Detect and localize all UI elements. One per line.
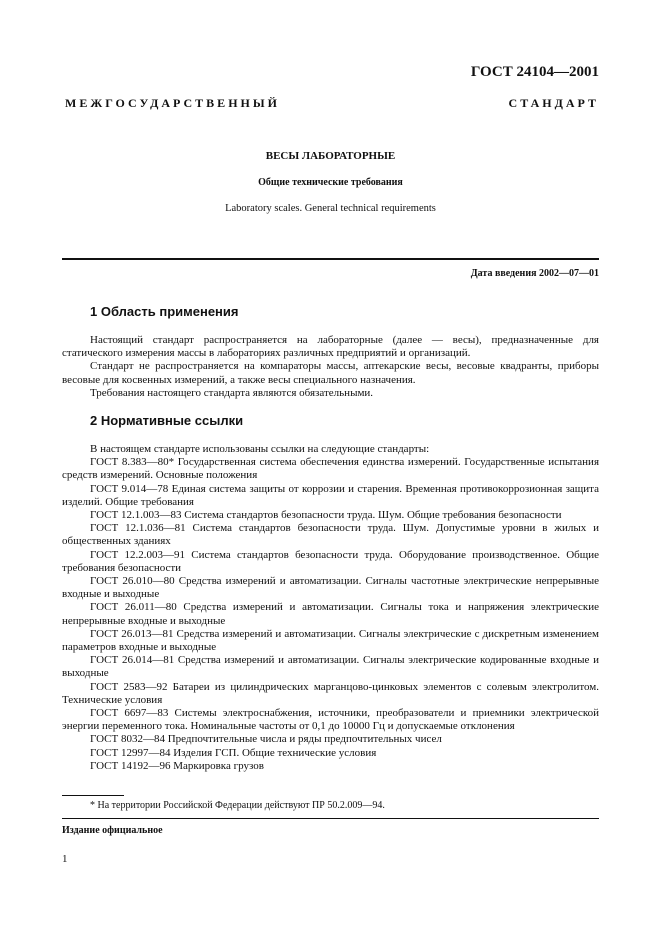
reference-item: ГОСТ 26.013—81 Средства измерений и автоматизации. Сигналы электрические с дискретным изменением параметров входные и выходные xyxy=(62,627,599,654)
paragraph: Настоящий стандарт распространяется на лабораторные (далее — весы), предназначенные для статического измерения массы в лабораториях различных предприятий и организаций. xyxy=(62,334,599,360)
reference-item: ГОСТ 26.014—81 Средства измерений и автоматизации. Сигналы электрические кодированные входные и выходные xyxy=(62,654,599,680)
reference-item: ГОСТ 14192—96 Маркировка грузов xyxy=(90,759,264,772)
reference-item: ГОСТ 2583—92 Батареи из цилиндрических марганцово-цинковых элементов с солевым электролитом. Технические условия xyxy=(62,680,599,706)
reference-item: ГОСТ 8032—84 Предпочтительные числа и ряды предпочтительных чисел xyxy=(90,733,442,746)
footer-divider xyxy=(62,818,599,819)
reference-item: ГОСТ 12997—84 Изделия ГСП. Общие технические условия xyxy=(90,746,377,759)
paragraph: В настоящем стандарте использованы ссылки на следующие стандарты: xyxy=(90,443,430,455)
document-title-english: Laboratory scales. General technical requirements xyxy=(225,203,436,214)
header-divider xyxy=(62,258,599,260)
section-1-body xyxy=(62,334,599,400)
reference-item: ГОСТ 6697—83 Системы электроснабжения, источники, преобразователи и приемники электрической энергии переменного тока. Номинальные частоты от 0,1 до 10000 Гц и допускаемые отклонения xyxy=(62,707,599,733)
document-title: ВЕСЫ ЛАБОРАТОРНЫЕ xyxy=(265,150,396,162)
reference-item: ГОСТ 26.011—80 Средства измерений и автоматизации. Сигналы тока и напряжения электрические непрерывные входные и выходные xyxy=(62,601,599,627)
reference-item: ГОСТ 12.1.003—83 Система стандартов безопасности труда. Шум. Общие требования безопасности xyxy=(90,509,562,522)
section-2-body xyxy=(62,443,599,773)
document-number: ГОСТ 24104—2001 xyxy=(470,64,599,80)
page-number: 1 xyxy=(62,853,68,865)
reference-item: ГОСТ 26.010—80 Средства измерений и автоматизации. Сигналы частотные электрические непрерывные входные и выходные xyxy=(62,575,599,601)
introduction-date: Дата введения 2002—07—01 xyxy=(470,268,599,279)
reference-item: ГОСТ 12.2.003—91 Система стандартов безопасности труда. Оборудование производственное. Общие требования безопасности xyxy=(62,548,599,574)
document-subtitle: Общие технические требования xyxy=(258,177,403,188)
section-2-heading: 2 Нормативные ссылки xyxy=(90,413,244,428)
footnote: * На территории Российской Федерации действуют ПР 50.2.009—94. xyxy=(90,800,385,811)
section-1-heading: 1 Область применения xyxy=(90,304,239,319)
standard-type: МЕЖГОСУДАРСТВЕННЫЙ СТАНДАРТ xyxy=(65,96,599,110)
paragraph: Требования настоящего стандарта являются обязательными. xyxy=(90,386,374,399)
reference-item: ГОСТ 12.1.036—81 Система стандартов безопасности труда. Шум. Допустимые уровни в жилых и общественных зданиях xyxy=(62,522,599,548)
reference-item: ГОСТ 8.383—80* Государственная система обеспечения единства измерений. Государственные испытания средств измерений. Основные положения xyxy=(62,456,599,482)
edition-label: Издание официальное xyxy=(62,825,163,836)
footnote-divider xyxy=(62,795,124,796)
paragraph: Стандарт не распространяется на компараторы массы, аптекарские весы, весовые квадранты, приборы весовые для косвенных измерений, а также весы специального назначения. xyxy=(62,360,599,386)
reference-item: ГОСТ 9.014—78 Единая система защиты от коррозии и старения. Временная противокоррозионная защита изделий. Общие требования xyxy=(62,482,599,508)
